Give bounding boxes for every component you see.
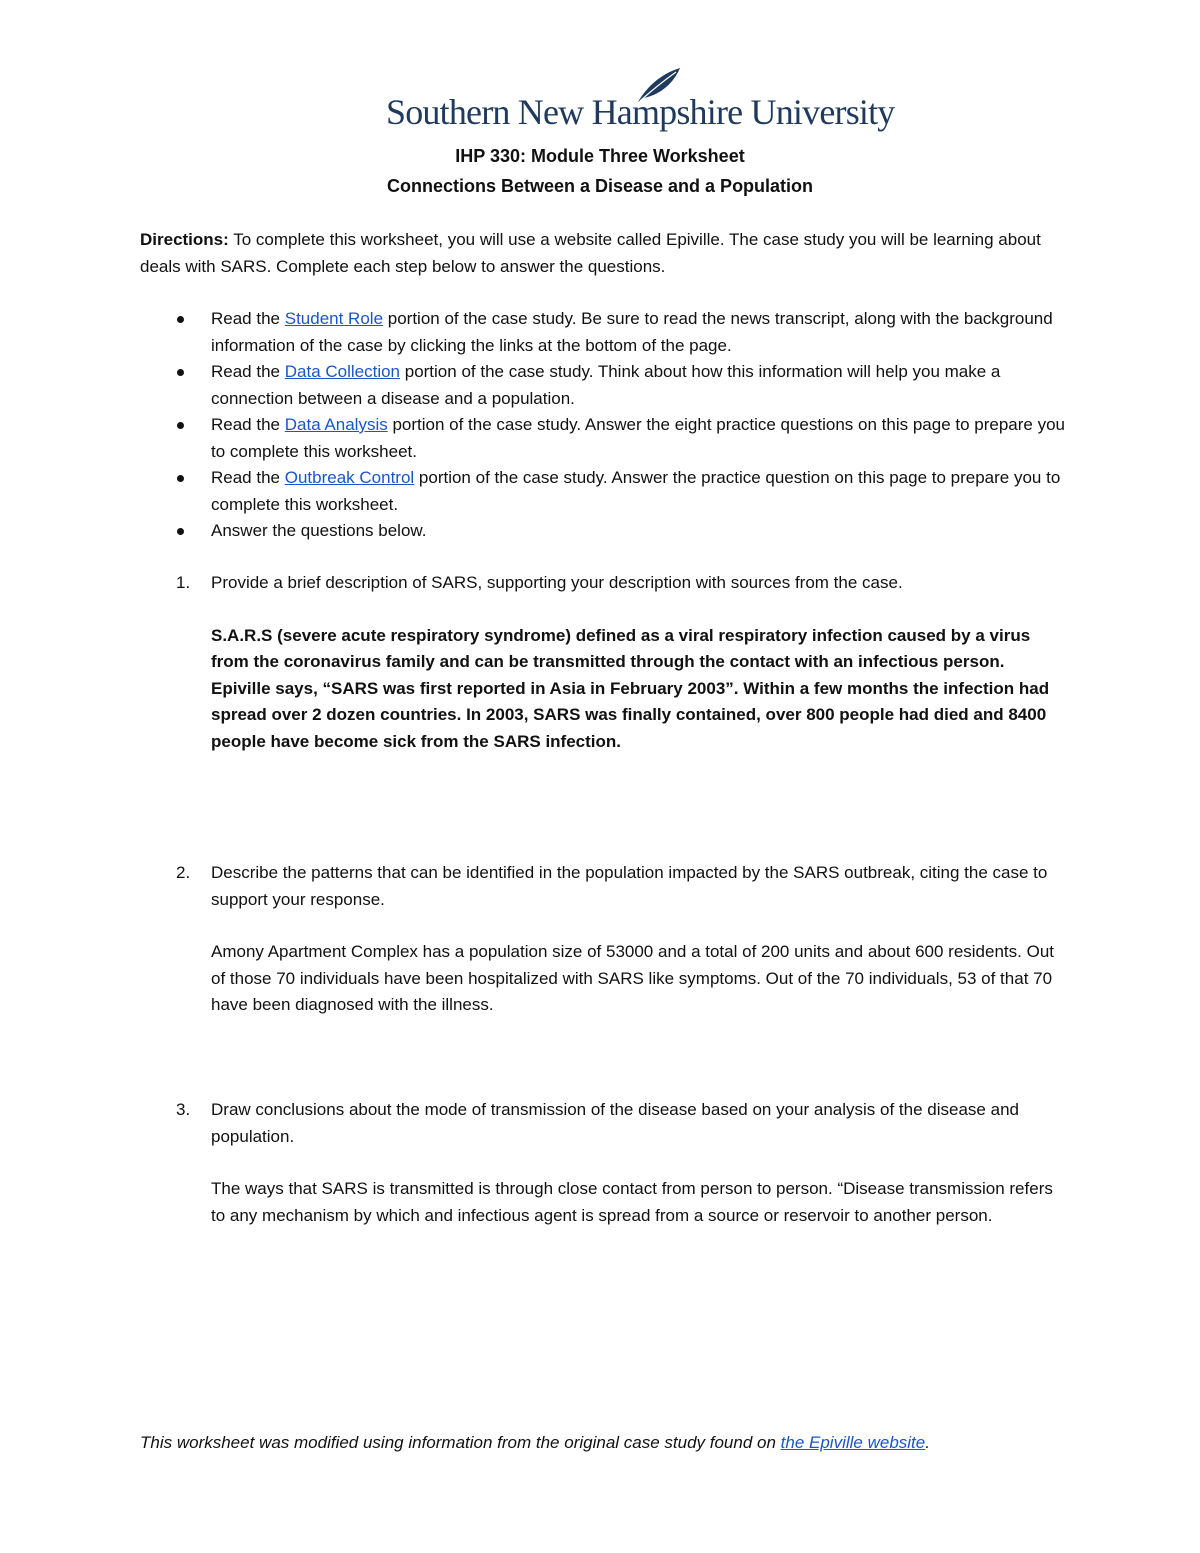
question-2 (140, 860, 1065, 1019)
question-number: 1. (176, 573, 191, 592)
epiville-website-link[interactable]: the Epiville website (780, 1433, 926, 1452)
bullet-icon (177, 422, 184, 429)
data-analysis-link[interactable]: Data Analysis (284, 415, 388, 434)
bullet-icon (177, 475, 184, 482)
answer-text: Amony Apartment Complex has a population size of 53000 and a total of 200 units and about 600 residents. Out of those 70 individuals have been hospitalized with SARS like symptoms. Out of the 70 individuals, 53 of that 70 have been diagnosed with the illness. (211, 942, 1054, 1014)
answer-text: S.A.R.S (severe acute respiratory syndrome) defined as a viral respiratory infection caused by a virus from the coronavirus family and can be transmitted through the contact with an infectious person. Epiville says, “SARS was first reported in Asia in February 2003”. Within a few months the infection had spread over 2 dozen countries. In 2003, SARS was finally contained, over 800 people had died and 8400 people have become sick from the SARS infection. (211, 625, 1050, 751)
outbreak-control-link[interactable]: Outbreak Control (284, 468, 415, 487)
list-item: Read the Data Analysis portion of the case study. Answer the eight practice questions on this page to prepare you to complete this worksheet. (140, 412, 1065, 465)
question-number: 3. (176, 1100, 191, 1119)
bullet-icon (177, 528, 184, 535)
worksheet-title: IHP 330: Module Three Worksheet (455, 146, 745, 166)
student-role-link[interactable]: Student Role (284, 309, 384, 328)
data-collection-link[interactable]: Data Collection (284, 362, 401, 381)
bullet-icon (177, 369, 184, 376)
answer-text: The ways that SARS is transmitted is through close contact from person to person. “Disease transmission refers to any mechanism by which and infectious agent is spread from a source or reservoir to another person. (211, 1179, 1053, 1225)
list-item: Read the Data Collection portion of the case study. Think about how this information will help you make a connection between a disease and a population. (140, 359, 1065, 412)
question-3 (140, 1097, 1065, 1229)
footer-note: This worksheet was modified using information from the original case study found on the Epiville website. (140, 1433, 930, 1452)
university-logo (386, 66, 895, 138)
directions-paragraph (140, 227, 1065, 280)
question-prompt: Describe the patterns that can be identified in the population impacted by the SARS outbreak, citing the case to support your response. (211, 863, 1048, 909)
directions-text: To complete this worksheet, you will use a website called Epiville. The case study you will be learning about deals with SARS. Complete each step below to answer the questions. (140, 230, 1041, 276)
list-item: Read the Outbreak Control portion of the case study. Answer the practice question on this page to prepare you to complete this worksheet. (140, 465, 1065, 518)
question-prompt: Provide a brief description of SARS, supporting your description with sources from the case. (211, 573, 903, 592)
question-1 (140, 570, 1065, 755)
list-item: Answer the questions below. (140, 518, 1065, 545)
bullet-icon (177, 316, 184, 323)
question-prompt: Draw conclusions about the mode of transmission of the disease based on your analysis of the disease and population. (211, 1100, 1019, 1146)
directions-label: Directions: (140, 230, 229, 249)
list-item: Read the Student Role portion of the case study. Be sure to read the news transcript, along with the background information of the case by clicking the links at the bottom of the page. (140, 306, 1065, 359)
steps-list (140, 306, 1065, 545)
worksheet-subtitle: Connections Between a Disease and a Population (386, 176, 814, 196)
university-name: Southern New Hampshire University (386, 92, 895, 132)
question-number: 2. (176, 863, 191, 882)
